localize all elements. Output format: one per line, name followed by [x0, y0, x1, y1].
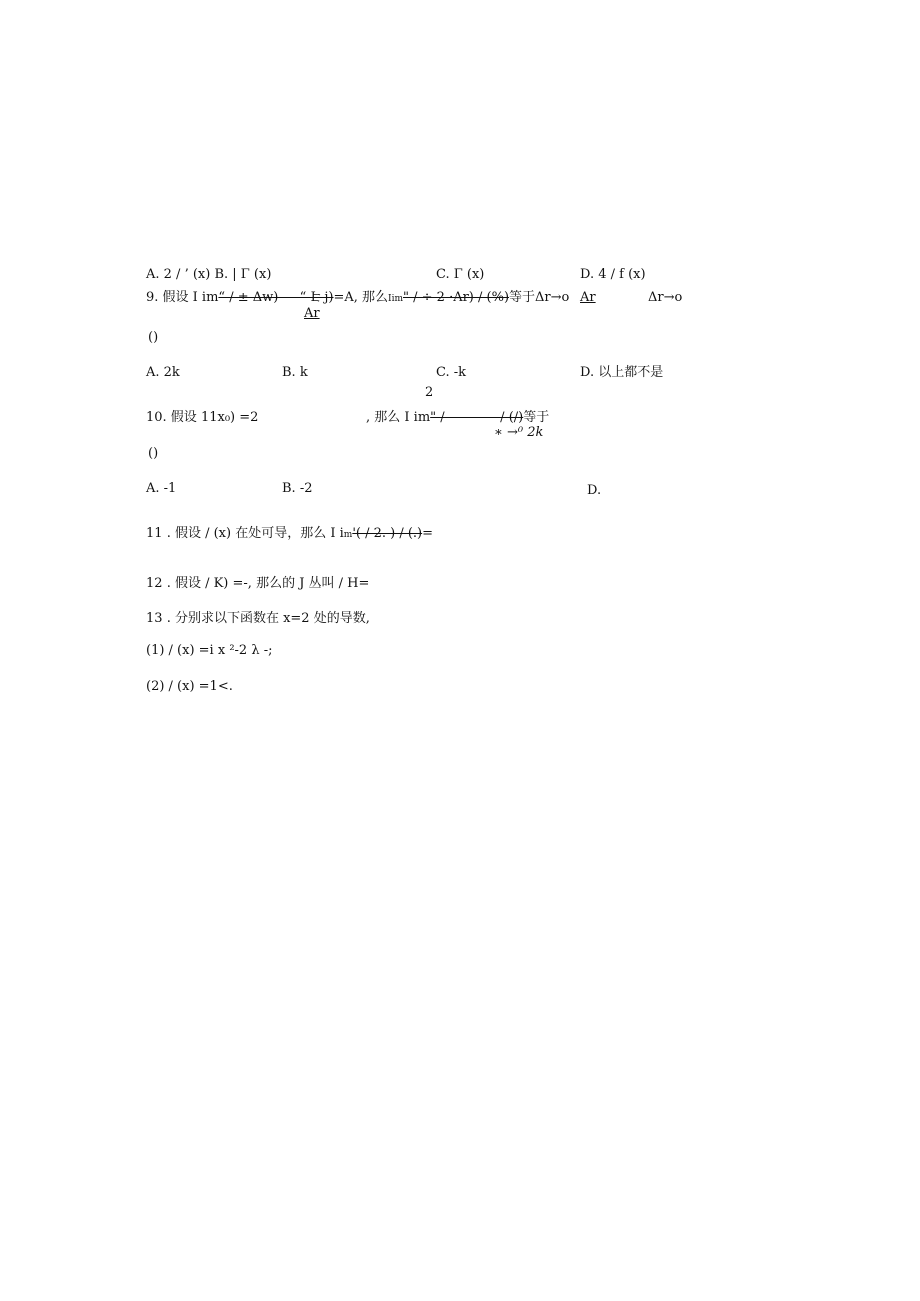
q13-part-1: (1) / (x) =i x ²-2 λ -; [146, 643, 273, 658]
q9-option-a [146, 366, 180, 379]
q9-limit-right: Δr→o [648, 290, 683, 305]
q9-option-c-text: C. -k [436, 365, 467, 380]
q10-option-a: A. -1 [146, 481, 177, 496]
q9-stem [146, 291, 569, 304]
q10-lead: 10. 假设 11x₀) =2 [146, 410, 259, 425]
q8-option-a-b: A. 2 / ’ (x) B. | Γ (x) [146, 267, 272, 282]
q13-text: . 分别求以下函数在 x=2 处的导数, [166, 611, 370, 626]
q12-stem [146, 577, 369, 590]
q9-limit-subscript: Iim [388, 294, 404, 304]
q10-numerator: 2 [425, 385, 434, 400]
q10-tail-text: 等于 [523, 410, 550, 425]
q9-option-c [436, 366, 466, 379]
q11-lead: . 假设 / (x) 在处可导，那么 I i [166, 526, 344, 541]
q11-expression: '( / 2. ) ∕ (.) [352, 526, 423, 541]
q13-part-2: (2) / (x) =1<. [146, 679, 233, 694]
q10-answer-parentheses: () [148, 446, 159, 461]
q10-option-b: B. -2 [282, 481, 313, 496]
q13-stem [146, 612, 370, 625]
q12-number: 12 [146, 576, 163, 591]
q9-answer-parentheses: () [148, 330, 159, 345]
q9-mid-text: =A, 那么 [333, 290, 389, 305]
q9-denominator-right: Ar [580, 290, 596, 305]
q9-denominator-left: Ar [304, 306, 320, 321]
q11-subscript: m [343, 530, 353, 540]
q9-option-b [282, 366, 308, 379]
q9-lead: 9. 假设 I im [146, 290, 219, 305]
q9-option-b-text: B. k [282, 365, 308, 380]
q9-option-a-text: A. 2k [146, 365, 180, 380]
q13-number: 13 [146, 611, 163, 626]
q8-option-c: C. Γ (x) [436, 267, 485, 282]
q9-tail-text: 等于Δr→o [509, 290, 570, 305]
q9-option-d: D. 以上都不是 [580, 365, 664, 380]
q12-text: . 假设 / K) =-, 那么的 J 丛叫 / H= [166, 576, 370, 591]
q11-number: 11 [146, 526, 163, 541]
q10-option-d: D. [587, 483, 602, 498]
q11-tail: = [422, 526, 434, 541]
q10-expression: " / — — — / (/) [430, 410, 524, 425]
q10-limit-below: ∗ →⁰ 2k [494, 425, 544, 440]
q9-expression-2: " / ÷ 2 ·Ar) ∕ (%) [403, 290, 510, 305]
q10-stem [366, 411, 549, 424]
q9-expression-1: “ / ± Δw) — “ Է j) [218, 290, 334, 305]
q10-mid-text: , 那么 I im [366, 410, 431, 425]
q8-option-d: D. 4 / f (x) [580, 267, 646, 282]
q11-stem [146, 527, 433, 540]
